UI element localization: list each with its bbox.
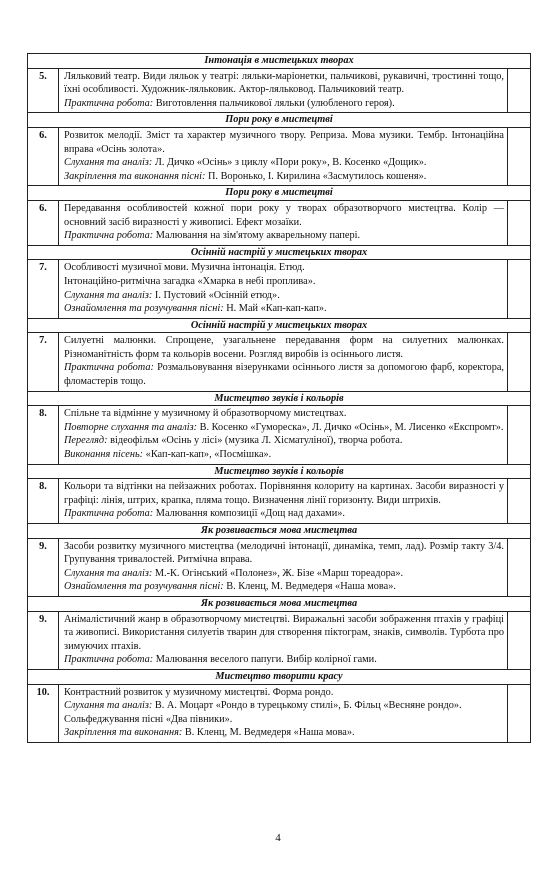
lesson-line bbox=[64, 334, 504, 361]
lesson-text: відеофільм «Осінь у лісі» (музика Л. Хісматуліної), творча робота. bbox=[107, 435, 403, 447]
lesson-text: Контрастний розвиток у музичному мистецтві. Форма рондо. bbox=[64, 686, 334, 698]
lesson-line bbox=[64, 97, 504, 111]
lesson-row bbox=[28, 333, 531, 391]
lesson-text: Засоби розвитку музичного мистецтва (мелодичні інтонації, динаміка, темп, лад). Розмір такту 3/4. Групування тривалостей. Ритмічна вправа. bbox=[64, 540, 504, 566]
lesson-line bbox=[64, 699, 504, 713]
lesson-text: Силуетні малюнки. Спрощене, узагальнене передавання форм на силуетних малюнках. Різноманітність форм та кольорів восени. Розгляд виробів із осіннього листя. bbox=[64, 335, 504, 360]
activity-label: Практична робота: bbox=[64, 362, 154, 374]
notes-cell bbox=[508, 611, 531, 669]
lesson-text: Л. Дичко «Осінь» з циклу «Пори року», В. Косенко «Дощик». bbox=[152, 157, 427, 169]
activity-label: Слухання та аналіз: bbox=[64, 700, 153, 712]
section-header-row bbox=[28, 113, 531, 128]
lesson-row bbox=[28, 684, 531, 742]
lesson-text: В. Кленц, М. Ведмедеря «Наша мова». bbox=[182, 727, 355, 739]
lesson-text: В. Косенко «Гумореска», Л. Дичко «Осінь», М. Лисенко «Експромт». bbox=[197, 421, 504, 433]
lesson-row bbox=[28, 538, 531, 596]
notes-cell bbox=[508, 406, 531, 464]
lesson-text: Малювання веселого папуги. Вибір колірної гами. bbox=[153, 654, 377, 666]
lesson-row bbox=[28, 611, 531, 669]
lesson-number: 9. bbox=[28, 538, 59, 596]
section-title: Пори року в мистецтві bbox=[28, 186, 531, 201]
lesson-content bbox=[59, 200, 508, 245]
lesson-text: Розвиток мелодії. Зміст та характер музичного твору. Реприза. Мова музики. Тембр. Інтонаційна вправа «Осінь золота». bbox=[64, 129, 504, 155]
lesson-text: Кольори та відтінки на пейзажних роботах. Порівняння колориту на картинах. Засоби виразності у графіці: лінія, штрих, крапка, пляма тощо. Визначення лінії горизонту. Види штрихів. bbox=[64, 481, 504, 506]
lesson-content bbox=[59, 406, 508, 464]
section-title: Мистецтво звуків і кольорів bbox=[28, 391, 531, 406]
lesson-text: Ляльковий театр. Види ляльок у театрі: ляльки-маріонетки, пальчикові, рукавичні, тростинні тощо, їхні особливості. Художник-ляльковик. Актор-ляльковод. Пальчиковий театр. bbox=[64, 70, 504, 96]
lesson-line bbox=[64, 156, 504, 170]
activity-label: Слухання та аналіз: bbox=[64, 157, 153, 169]
lesson-row bbox=[28, 68, 531, 113]
lesson-content bbox=[59, 333, 508, 391]
lesson-text: Інтонаційно-ритмічна загадка «Хмарка в небі проплива». bbox=[64, 275, 316, 287]
lesson-line bbox=[64, 275, 504, 289]
lesson-text: В. А. Моцарт «Рондо в турецькому стилі», Б. Фільц «Весняне рондо». bbox=[152, 700, 462, 712]
section-header-row bbox=[28, 464, 531, 479]
lesson-line bbox=[64, 507, 504, 521]
lesson-text: Малювання композиції «Дощ над дахами». bbox=[153, 508, 345, 520]
lesson-line bbox=[64, 229, 504, 243]
section-header-row bbox=[28, 54, 531, 69]
lesson-line bbox=[64, 434, 504, 448]
lesson-number: 5. bbox=[28, 68, 59, 113]
notes-cell bbox=[508, 538, 531, 596]
section-header-row bbox=[28, 524, 531, 539]
lesson-row bbox=[28, 200, 531, 245]
lesson-row bbox=[28, 479, 531, 524]
lesson-text: Спільне та відмінне у музичному й образотворчому мистецтвах. bbox=[64, 408, 347, 420]
notes-cell bbox=[508, 333, 531, 391]
lesson-content bbox=[59, 127, 508, 185]
lesson-number: 9. bbox=[28, 611, 59, 669]
section-title: Осінній настрій у мистецьких творах bbox=[28, 318, 531, 333]
curriculum-table-body bbox=[28, 54, 531, 743]
lesson-line bbox=[64, 202, 504, 229]
lesson-line bbox=[64, 407, 504, 421]
lesson-number: 10. bbox=[28, 684, 59, 742]
lesson-text: «Кап-кап-кап», «Посмішка». bbox=[143, 449, 272, 461]
lesson-content bbox=[59, 611, 508, 669]
activity-label: Повторне слухання та аналіз: bbox=[64, 421, 198, 433]
activity-label: Перегляд: bbox=[64, 435, 108, 447]
lesson-line bbox=[64, 540, 504, 567]
section-header-row bbox=[28, 186, 531, 201]
section-title: Мистецтво творити красу bbox=[28, 669, 531, 684]
notes-cell bbox=[508, 127, 531, 185]
lesson-line bbox=[64, 713, 504, 727]
section-header-row bbox=[28, 391, 531, 406]
lesson-line bbox=[64, 129, 504, 156]
lesson-text: П. Воронько, І. Кирилина «Засмутилось кошеня». bbox=[205, 170, 427, 182]
section-header-row bbox=[28, 596, 531, 611]
section-title: Як розвивається мова мистецтва bbox=[28, 596, 531, 611]
notes-cell bbox=[508, 260, 531, 318]
lesson-number: 7. bbox=[28, 333, 59, 391]
notes-cell bbox=[508, 200, 531, 245]
lesson-text: Розмальовування візерунками осіннього листя за допомогою фарб, коректора, фломастерів тощо. bbox=[64, 362, 504, 388]
lesson-number: 6. bbox=[28, 200, 59, 245]
section-title: Мистецтво звуків і кольорів bbox=[28, 464, 531, 479]
lesson-content bbox=[59, 538, 508, 596]
activity-label: Ознайомлення та розучування пісні: bbox=[64, 303, 224, 315]
lesson-content bbox=[59, 68, 508, 113]
section-header-row bbox=[28, 245, 531, 260]
activity-label: Практична робота: bbox=[64, 508, 154, 520]
section-header-row bbox=[28, 318, 531, 333]
lesson-content bbox=[59, 260, 508, 318]
lesson-text: Особливості музичної мови. Музична інтонація. Етюд. bbox=[64, 262, 305, 274]
curriculum-table bbox=[27, 53, 531, 743]
lesson-text: М.-К. Огінський «Полонез», Ж. Бізе «Марш тореадора». bbox=[152, 567, 404, 579]
page-number: 4 bbox=[275, 832, 281, 844]
lesson-line bbox=[64, 170, 504, 184]
lesson-content bbox=[59, 479, 508, 524]
activity-label: Ознайомлення та розучування пісні: bbox=[64, 581, 224, 593]
lesson-line bbox=[64, 726, 504, 740]
lesson-line bbox=[64, 686, 504, 700]
lesson-line bbox=[64, 289, 504, 303]
lesson-line bbox=[64, 567, 504, 581]
lesson-text: Н. Май «Кап-кап-кап». bbox=[223, 303, 327, 315]
lesson-text: Малювання на зім'ятому акварельному папері. bbox=[153, 230, 361, 242]
lesson-line bbox=[64, 448, 504, 462]
section-title: Осінній настрій у мистецьких творах bbox=[28, 245, 531, 260]
section-title: Інтонація в мистецьких творах bbox=[28, 54, 531, 69]
lesson-row bbox=[28, 127, 531, 185]
lesson-line bbox=[64, 653, 504, 667]
lesson-text: І. Пустовий «Осінній етюд». bbox=[152, 289, 280, 301]
notes-cell bbox=[508, 68, 531, 113]
lesson-content bbox=[59, 684, 508, 742]
lesson-line bbox=[64, 70, 504, 97]
lesson-text: Виготовлення пальчикової ляльки (улюбленого героя). bbox=[153, 97, 395, 109]
activity-label: Слухання та аналіз: bbox=[64, 289, 153, 301]
section-title: Пори року в мистецтві bbox=[28, 113, 531, 128]
lesson-number: 8. bbox=[28, 406, 59, 464]
lesson-text: Сольфеджування пісні «Два півники». bbox=[64, 713, 233, 725]
lesson-number: 6. bbox=[28, 127, 59, 185]
activity-label: Виконання пісень: bbox=[64, 449, 144, 461]
notes-cell bbox=[508, 684, 531, 742]
lesson-text: В. Кленц, М. Ведмедеря «Наша мова». bbox=[223, 581, 396, 593]
section-header-row bbox=[28, 669, 531, 684]
activity-label: Практична робота: bbox=[64, 97, 154, 109]
lesson-line bbox=[64, 302, 504, 316]
activity-label: Закріплення та виконання пісні: bbox=[64, 170, 206, 182]
lesson-number: 8. bbox=[28, 479, 59, 524]
activity-label: Закріплення та виконання: bbox=[64, 727, 183, 739]
lesson-line bbox=[64, 361, 504, 388]
lesson-text: Анімалістичний жанр в образотворчому мистецтві. Виражальні засоби зображення птахів у графіці та живописі. Використання силуетів тварин для створення піктограм, знаків, символів. Турбота про зимуючих птахів. bbox=[64, 613, 504, 652]
lesson-line bbox=[64, 580, 504, 594]
lesson-row bbox=[28, 406, 531, 464]
lesson-row bbox=[28, 260, 531, 318]
lesson-text: Передавання особливостей кожної пори року у творах образотворчого мистецтва. Колір — основний засіб виразності у живописі. Ефект мозаїки. bbox=[64, 202, 504, 228]
lesson-line bbox=[64, 421, 504, 435]
lesson-line bbox=[64, 613, 504, 654]
activity-label: Слухання та аналіз: bbox=[64, 567, 153, 579]
activity-label: Практична робота: bbox=[64, 230, 154, 242]
section-title: Як розвивається мова мистецтва bbox=[28, 524, 531, 539]
lesson-number: 7. bbox=[28, 260, 59, 318]
activity-label: Практична робота: bbox=[64, 654, 154, 666]
lesson-line bbox=[64, 480, 504, 507]
notes-cell bbox=[508, 479, 531, 524]
lesson-line bbox=[64, 261, 504, 275]
